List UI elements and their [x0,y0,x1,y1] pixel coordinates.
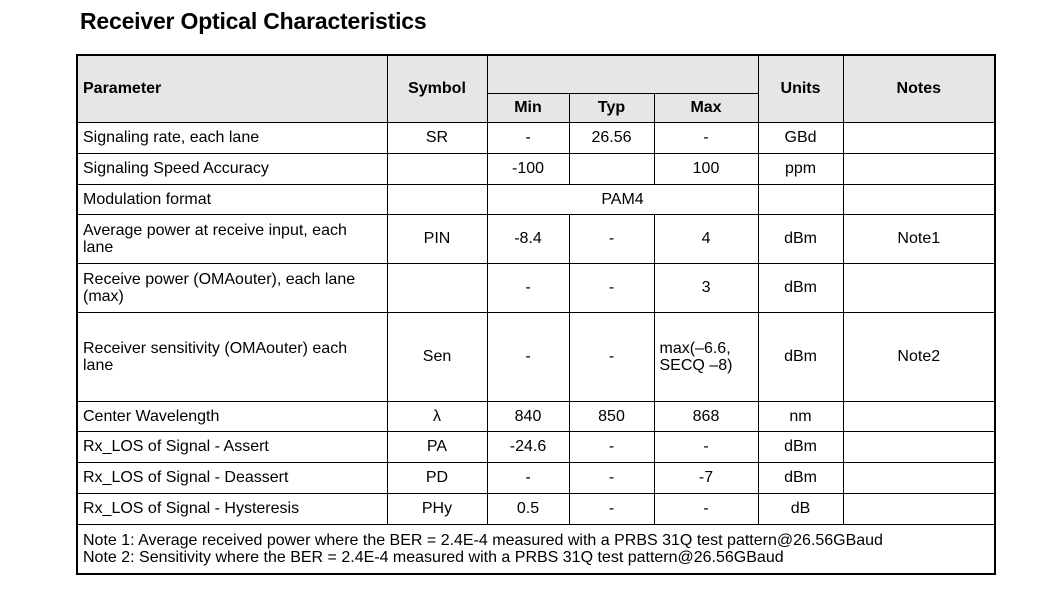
header-value-group [487,55,758,93]
footnotes-cell [77,524,995,574]
header-symbol: Symbol [387,55,487,122]
notes-cell [843,122,995,153]
min-cell: - [487,312,569,401]
header-typ: Typ [569,93,654,122]
units-cell: nm [758,401,843,431]
typ-cell: - [569,214,654,263]
typ-cell: - [569,431,654,462]
symbol-cell: Sen [387,312,487,401]
header-parameter: Parameter [77,55,387,122]
header-units: Units [758,55,843,122]
notes-cell [843,263,995,312]
typ-cell: - [569,263,654,312]
table-row [77,493,995,524]
table-row [77,153,995,184]
typ-cell: 850 [569,401,654,431]
max-cell: max(–6.6, SECQ –8) [654,312,758,401]
units-cell: dBm [758,214,843,263]
units-cell: dBm [758,462,843,493]
table-row [77,184,995,214]
header-notes: Notes [843,55,995,122]
symbol-cell [387,153,487,184]
notes-cell [843,493,995,524]
modulation-value-cell: PAM4 [487,184,758,214]
page-title: Receiver Optical Characteristics [80,8,427,34]
parameter-cell: Modulation format [77,184,387,214]
min-cell: 0.5 [487,493,569,524]
parameter-cell: Rx_LOS of Signal - Assert [77,431,387,462]
notes-cell: Note2 [843,312,995,401]
max-cell: 100 [654,153,758,184]
symbol-cell: PIN [387,214,487,263]
units-cell [758,184,843,214]
typ-cell: - [569,312,654,401]
table-row [77,312,995,401]
min-cell: - [487,462,569,493]
typ-cell: 26.56 [569,122,654,153]
max-cell: -7 [654,462,758,493]
typ-cell: - [569,462,654,493]
footnote-1: Note 1: Average received power where the BER = 2.4E-4 measured with a PRBS 31Q test pattern@26.56GBaud [83,531,883,549]
max-cell: - [654,122,758,153]
header-min: Min [487,93,569,122]
notes-cell [843,431,995,462]
min-cell: -100 [487,153,569,184]
max-cell: 4 [654,214,758,263]
footnotes-row [77,524,995,574]
max-cell: - [654,431,758,462]
symbol-cell [387,184,487,214]
parameter-cell: Signaling rate, each lane [77,122,387,153]
notes-cell [843,153,995,184]
parameter-cell: Receive power (OMAouter), each lane (max) [77,263,387,312]
symbol-cell: λ [387,401,487,431]
max-cell: 868 [654,401,758,431]
symbol-cell [387,263,487,312]
typ-cell [569,153,654,184]
notes-cell [843,401,995,431]
symbol-cell: SR [387,122,487,153]
units-cell: dBm [758,431,843,462]
table-row [77,401,995,431]
min-cell: -8.4 [487,214,569,263]
parameter-cell: Center Wavelength [77,401,387,431]
max-cell: 3 [654,263,758,312]
min-cell: - [487,122,569,153]
table-row [77,214,995,263]
parameter-cell: Rx_LOS of Signal - Deassert [77,462,387,493]
table-row [77,431,995,462]
parameter-cell: Average power at receive input, each lane [77,214,387,263]
table-row [77,122,995,153]
symbol-cell: PD [387,462,487,493]
header-max: Max [654,93,758,122]
min-cell: - [487,263,569,312]
units-cell: dBm [758,312,843,401]
notes-cell: Note1 [843,214,995,263]
units-cell: ppm [758,153,843,184]
parameter-cell: Receiver sensitivity (OMAouter) each lane [77,312,387,401]
min-cell: -24.6 [487,431,569,462]
table-row [77,462,995,493]
max-cell: - [654,493,758,524]
parameter-cell: Rx_LOS of Signal - Hysteresis [77,493,387,524]
min-cell: 840 [487,401,569,431]
notes-cell [843,184,995,214]
symbol-cell: PHy [387,493,487,524]
parameter-cell: Signaling Speed Accuracy [77,153,387,184]
symbol-cell: PA [387,431,487,462]
table-row [77,263,995,312]
footnote-2: Note 2: Sensitivity where the BER = 2.4E-4 measured with a PRBS 31Q test pattern@26.56GBaud [83,548,784,566]
units-cell: dBm [758,263,843,312]
receiver-optical-characteristics-table [76,54,996,575]
units-cell: dB [758,493,843,524]
typ-cell: - [569,493,654,524]
units-cell: GBd [758,122,843,153]
notes-cell [843,462,995,493]
